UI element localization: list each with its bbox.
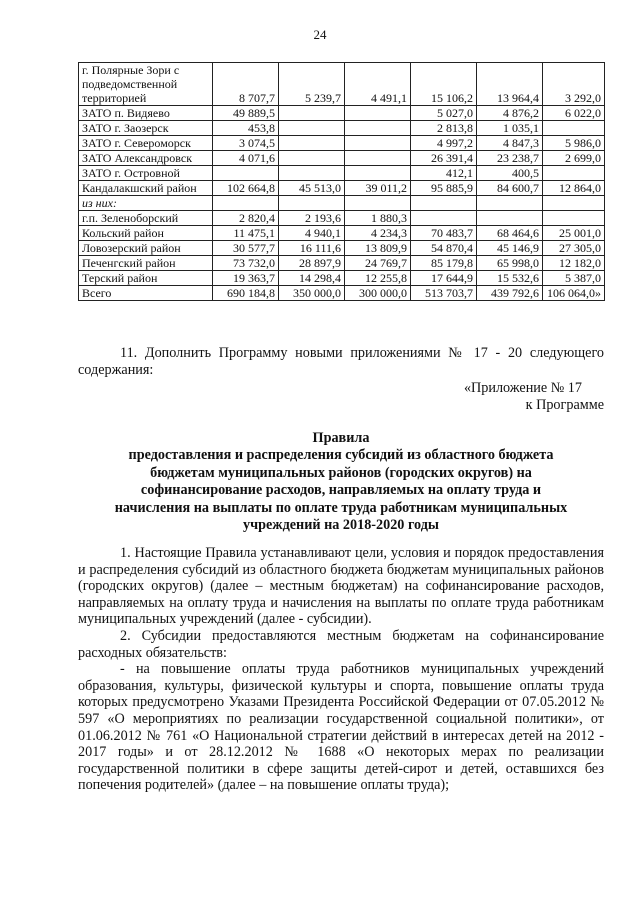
title-line-1: Правила [312, 430, 370, 446]
table-row [79, 166, 605, 181]
table-row [79, 211, 605, 226]
row-name-cell: ЗАТО г. Заозерск [79, 121, 213, 136]
table-row [79, 271, 605, 286]
value-cell: 4 847,3 [477, 136, 543, 151]
value-cell: 68 464,6 [477, 226, 543, 241]
value-cell: 27 305,0 [543, 241, 605, 256]
value-cell: 85 179,8 [411, 256, 477, 271]
value-cell: 4 940,1 [279, 226, 345, 241]
value-cell: 84 600,7 [477, 181, 543, 196]
row-name-cell: ЗАТО г. Североморск [79, 136, 213, 151]
value-cell: 2 813,8 [411, 121, 477, 136]
value-cell [477, 211, 543, 226]
value-cell [345, 151, 411, 166]
row-name-cell: Ловозерский район [79, 241, 213, 256]
subsidy-table [78, 62, 605, 301]
table-row [79, 63, 605, 106]
value-cell: 12 182,0 [543, 256, 605, 271]
row-name-cell: г.п. Зеленоборский [79, 211, 213, 226]
row-name-cell: Кандалакшский район [79, 181, 213, 196]
value-cell [345, 106, 411, 121]
value-cell: 300 000,0 [345, 286, 411, 301]
value-cell: 13 809,9 [345, 241, 411, 256]
table-row [79, 181, 605, 196]
value-cell: 25 001,0 [543, 226, 605, 241]
value-cell: 49 889,5 [213, 106, 279, 121]
value-cell [279, 151, 345, 166]
value-cell: 15 106,2 [411, 63, 477, 106]
value-cell: 5 027,0 [411, 106, 477, 121]
row-name-cell: ЗАТО Александровск [79, 151, 213, 166]
value-cell: 690 184,8 [213, 286, 279, 301]
row-name-cell: Терский район [79, 271, 213, 286]
value-cell: 6 022,0 [543, 106, 605, 121]
page-number: 24 [313, 27, 327, 42]
document-title [90, 430, 592, 534]
value-cell: 350 000,0 [279, 286, 345, 301]
value-cell: 16 111,6 [279, 241, 345, 256]
value-cell: 19 363,7 [213, 271, 279, 286]
item-11-block [78, 345, 604, 378]
row-name-cell: г. Полярные Зори с подведомственной территорией [79, 63, 213, 106]
appendix-line-2: к Программе [525, 396, 604, 413]
value-cell [345, 121, 411, 136]
value-cell: 11 475,1 [213, 226, 279, 241]
row-name-cell: Кольский район [79, 226, 213, 241]
value-cell: 15 532,6 [477, 271, 543, 286]
value-cell: 5 986,0 [543, 136, 605, 151]
value-cell: 28 897,9 [279, 256, 345, 271]
paragraph-1: 1. Настоящие Правила устанавливают цели, условия и порядок предоставления и распределения субсидий из областного бюджета бюджетам муниципальных районов (городских округов) (далее – местным бюджетам) на софинансирование расходов, направляемых на оплату труда и начисления на выплаты по оплате труда работникам муниципальных учреждений (далее - субсидии). [78, 545, 604, 628]
value-cell: 2 699,0 [543, 151, 605, 166]
value-cell: 1 880,3 [345, 211, 411, 226]
table-row [79, 226, 605, 241]
appendix-line-1: «Приложение № 17 [463, 380, 582, 396]
value-cell: 4 997,2 [411, 136, 477, 151]
value-cell: 65 998,0 [477, 256, 543, 271]
table-row [79, 256, 605, 271]
value-cell: 513 703,7 [411, 286, 477, 301]
value-cell: 12 864,0 [543, 181, 605, 196]
value-cell: 17 644,9 [411, 271, 477, 286]
value-cell [279, 166, 345, 181]
value-cell: 23 238,7 [477, 151, 543, 166]
title-line-6: учреждений на 2018-2020 годы [243, 517, 439, 534]
value-cell: 54 870,4 [411, 241, 477, 256]
value-cell: 453,8 [213, 121, 279, 136]
value-cell: 45 513,0 [279, 181, 345, 196]
table-row [79, 286, 605, 301]
value-cell [543, 166, 605, 181]
value-cell: 39 011,2 [345, 181, 411, 196]
value-cell: 70 483,7 [411, 226, 477, 241]
paragraph-3: - на повышение оплаты труда работников муниципальных учреждений образования, культуры, физической культуры и спорта, повышение оплаты труда которых предусмотрено Указами Президента Российской Федерации от 07.05.2012 № 597 «О мероприятиях по реализации государственной социальной политики», от 01.06.2012 № 761 «О Национальной стратегии действий в интересах детей на 2012 - 2017 годы» и от 28.12.2012 № 1688 «О некоторых мерах по реализации государственной политики в сфере защиты детей-сирот и детей, оставшихся без попечения родителей» (далее – на повышение оплаты труда); [78, 661, 604, 794]
value-cell: 106 064,0» [543, 286, 605, 301]
table-row [79, 196, 605, 211]
value-cell: 13 964,4 [477, 63, 543, 106]
row-name-cell: из них: [79, 196, 213, 211]
value-cell: 12 255,8 [345, 271, 411, 286]
row-name-cell: Печенгский район [79, 256, 213, 271]
item-11-text: 11. Дополнить Программу новыми приложениями № 17 - 20 следующего содержания: [78, 345, 604, 378]
value-cell [279, 106, 345, 121]
body-text [78, 545, 604, 794]
value-cell: 95 885,9 [411, 181, 477, 196]
value-cell [279, 196, 345, 211]
value-cell: 400,5 [477, 166, 543, 181]
value-cell: 73 732,0 [213, 256, 279, 271]
value-cell: 45 146,9 [477, 241, 543, 256]
value-cell [213, 196, 279, 211]
value-cell [411, 211, 477, 226]
appendix-reference [78, 380, 604, 413]
value-cell: 1 035,1 [477, 121, 543, 136]
table-row [79, 106, 605, 121]
value-cell [477, 196, 543, 211]
value-cell [345, 166, 411, 181]
table-row [79, 241, 605, 256]
value-cell [213, 166, 279, 181]
value-cell: 4 071,6 [213, 151, 279, 166]
row-name-cell: ЗАТО п. Видяево [79, 106, 213, 121]
title-line-4: софинансирование расходов, направляемых на оплату труда и [140, 482, 542, 499]
title-line-5: начисления на выплаты по оплате труда работникам муниципальных [114, 499, 568, 516]
value-cell: 8 707,7 [213, 63, 279, 106]
value-cell [411, 196, 477, 211]
value-cell: 5 239,7 [279, 63, 345, 106]
value-cell: 2 820,4 [213, 211, 279, 226]
table-row [79, 121, 605, 136]
value-cell [279, 121, 345, 136]
value-cell [543, 121, 605, 136]
value-cell: 3 074,5 [213, 136, 279, 151]
value-cell: 412,1 [411, 166, 477, 181]
row-name-cell: ЗАТО г. Островной [79, 166, 213, 181]
value-cell [279, 136, 345, 151]
value-cell [345, 196, 411, 211]
value-cell: 3 292,0 [543, 63, 605, 106]
value-cell [543, 211, 605, 226]
value-cell: 14 298,4 [279, 271, 345, 286]
paragraph-2: 2. Субсидии предоставляются местным бюджетам на софинансирование расходных обязательств: [78, 627, 604, 661]
value-cell: 102 664,8 [213, 181, 279, 196]
table-row [79, 136, 605, 151]
value-cell: 4 234,3 [345, 226, 411, 241]
title-line-2: предоставления и распределения субсидий из областного бюджета [128, 447, 554, 464]
title-line-3: бюджетам муниципальных районов (городских округов) на [150, 464, 532, 481]
table-row [79, 151, 605, 166]
row-name-cell: Всего [79, 286, 213, 301]
value-cell: 5 387,0 [543, 271, 605, 286]
value-cell: 24 769,7 [345, 256, 411, 271]
value-cell: 2 193,6 [279, 211, 345, 226]
value-cell: 30 577,7 [213, 241, 279, 256]
value-cell: 4 491,1 [345, 63, 411, 106]
value-cell [345, 136, 411, 151]
value-cell: 439 792,6 [477, 286, 543, 301]
value-cell [543, 196, 605, 211]
value-cell: 4 876,2 [477, 106, 543, 121]
value-cell: 26 391,4 [411, 151, 477, 166]
